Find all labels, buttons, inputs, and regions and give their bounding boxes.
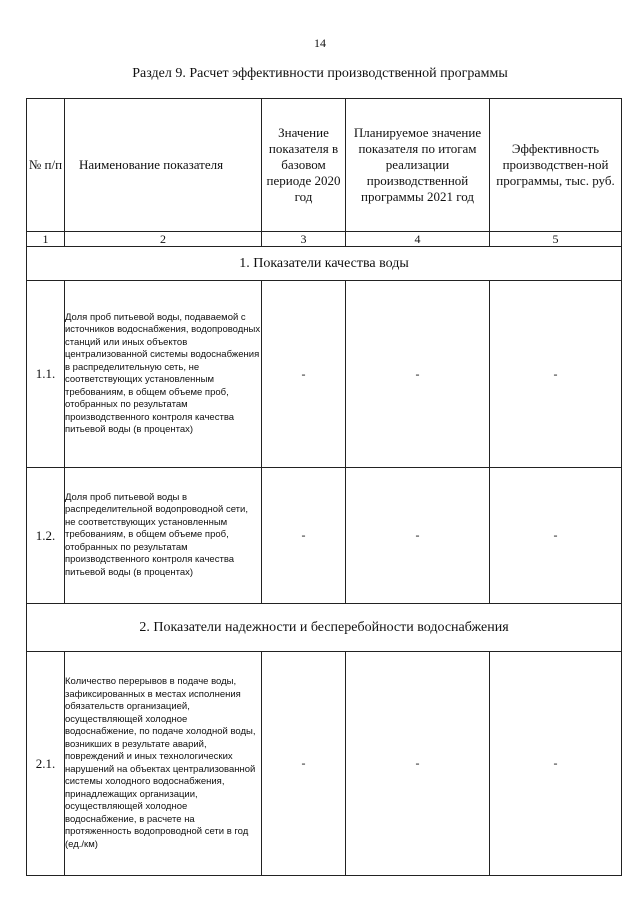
header-name: Наименование показателя (65, 99, 262, 232)
column-numbers-row (27, 232, 622, 247)
table-row (27, 468, 622, 604)
column-number: 4 (346, 232, 490, 247)
header-planned: Планируемое значение показателя по итогам реализации производственной программы 2021 год (346, 99, 490, 232)
row-num: 2.1. (27, 652, 65, 876)
column-number: 2 (65, 232, 262, 247)
table-row (27, 281, 622, 468)
column-number: 5 (490, 232, 622, 247)
row-planned-value: - (346, 281, 490, 468)
column-number: 1 (27, 232, 65, 247)
row-efficiency-value: - (490, 281, 622, 468)
row-name: Доля проб питьевой воды, подаваемой с источников водоснабжения, водопроводных станций или иных объектов централизованной системы водоснабжения в распределительную сеть, не соответствующих установленным требованиям, в общем объеме проб, отобранных по результатам производственного контроля качества питьевой воды (в процентах) (65, 281, 262, 468)
header-base: Значение показателя в базовом периоде 2020 год (262, 99, 346, 232)
row-planned-value: - (346, 652, 490, 876)
row-base-value: - (262, 652, 346, 876)
page-number: 14 (314, 36, 326, 50)
group-title: 2. Показатели надежности и бесперебойности водоснабжения (27, 604, 622, 652)
section-title: Раздел 9. Расчет эффективности производственной программы (132, 66, 508, 81)
header-num: № п/п (27, 99, 65, 232)
header-efficiency: Эффективность производствен-ной программы, тыс. руб. (490, 99, 622, 232)
row-num: 1.2. (27, 468, 65, 604)
row-base-value: - (262, 468, 346, 604)
table-row (27, 652, 622, 876)
row-name: Доля проб питьевой воды в распределительной водопроводной сети, не соответствующих установленным требованиям, в общем объеме проб, отобранных по результатам производственного контроля качества питьевой воды (в процентах) (65, 468, 262, 604)
header-row (27, 99, 622, 232)
row-base-value: - (262, 281, 346, 468)
row-num: 1.1. (27, 281, 65, 468)
column-number: 3 (262, 232, 346, 247)
group-title: 1. Показатели качества воды (27, 247, 622, 281)
row-efficiency-value: - (490, 652, 622, 876)
row-efficiency-value: - (490, 468, 622, 604)
efficiency-table (26, 98, 622, 876)
row-name: Количество перерывов в подаче воды, зафиксированных в местах исполнения обязательств организацией, осуществляющей холодное водоснабжение, по подаче холодной воды, возникших в результате аварий, повреждений и иных технологических нарушений на объектах централизованной системы холодного водоснабжения, принадлежащих организации, осуществляющей холодное водоснабжение, в расчете на протяженность водопроводной сети в год (ед./км) (65, 652, 262, 876)
row-planned-value: - (346, 468, 490, 604)
group-row (27, 247, 622, 281)
group-row (27, 604, 622, 652)
